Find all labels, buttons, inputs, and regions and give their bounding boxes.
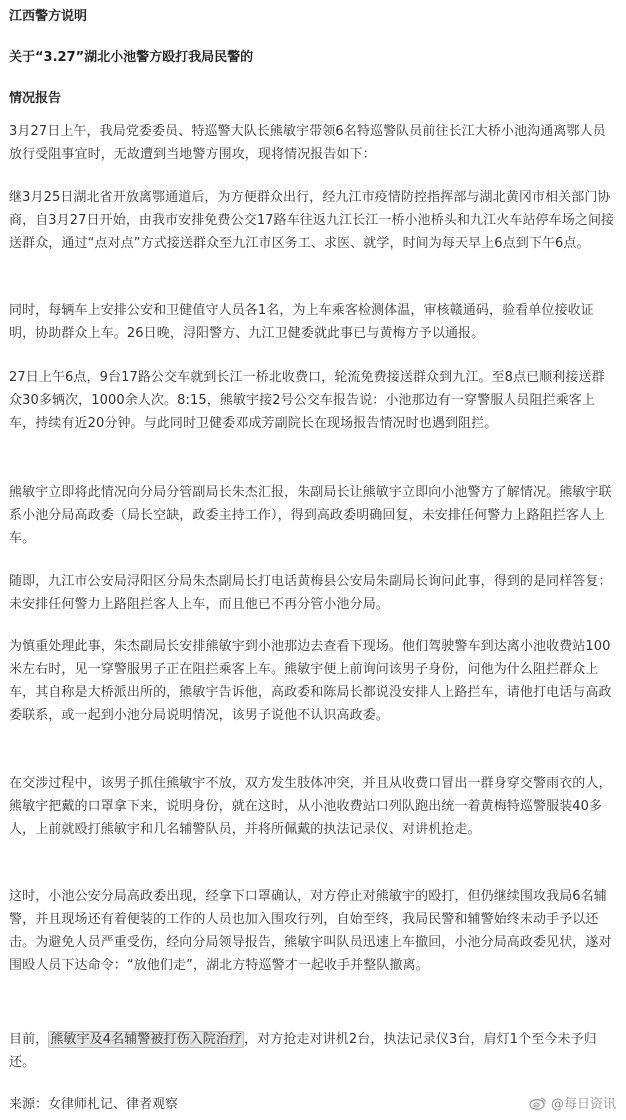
paragraph: 3月27日上午，我局党委委员、特巡警大队长熊敏宇带领6名特巡警队员前往长江大桥小池沟通离鄂人员放行受阻事宜时，无故遭到当地警方围攻，现将情况报告如下： bbox=[9, 124, 606, 162]
source-line: 来源：女律师札记、律者观察 bbox=[9, 1097, 179, 1112]
report-title: 关于“3.27”湖北小池警方殴打我局民警的 bbox=[9, 50, 254, 65]
final-paragraph bbox=[9, 1028, 615, 1074]
final-paragraph-prefix: 目前， bbox=[9, 1032, 49, 1047]
paragraph: 在交涉过程中，该男子抓住熊敏宇不放，双方发生肢体冲突，并且从收费口冒出一群身穿交警雨衣的人，熊敏宇把戴的口罩拿下来，说明身份，就在这时，从小池收费站口列队跑出统一着黄梅特巡警服装40多人，上前就殴打熊敏宇和几名辅警队员，并将所佩戴的执法记录仪、对讲机抢走。 bbox=[9, 776, 612, 837]
weibo-icon bbox=[529, 1096, 547, 1110]
source-org-heading: 江西警方说明 bbox=[9, 9, 88, 24]
paragraph: 为慎重处理此事，朱杰副局长安排熊敏宇到小池那边去查看下现场。他们驾驶警车到达离小池收费站100米左右时，见一穿警服男子正在阻拦乘客上车。熊敏宇便上前询问该男子身份，问他为什么阻拦群众上车，其自称是大桥派出所的，熊敏宇告诉他，高政委和陈局长都说没安排人上路拦车，请他打电话与高政委联系，或一起到小池分局说明情况，该男子说他不认识高政委。 bbox=[9, 639, 612, 723]
watermark-text: @每日资讯 bbox=[550, 1097, 616, 1112]
paragraph: 同时，每辆车上安排公安和卫健值守人员各1名，为上车乘客检测体温，审核赣通码，验看单位接收证明，协助群众上车。26日晚，浔阳警方、九江卫健委就此事已与黄梅方予以通报。 bbox=[9, 303, 594, 341]
watermark bbox=[529, 1093, 616, 1112]
paragraph: 熊敏宇立即将此情况向分局分管副局长朱杰汇报，朱副局长让熊敏宇立即向小池警方了解情况。熊敏宇联系小池分局高政委（局长空缺，政委主持工作），得到高政委明确回复，未安排任何警力上路阻拦客人上车。 bbox=[9, 485, 612, 546]
paragraph: 继3月25日湖北省开放离鄂通道后，为方便群众出行，经九江市疫情防控指挥部与湖北黄冈市相关部门协商，自3月27日开始，由我市安排免费公交17路车往返九江长江一桥小池桥头和九江火车站停车场之间接送群众，通过“点对点”方式接送群众至九江市区务工、求医、就学，时间为每天早上6点到下午6点。 bbox=[9, 190, 615, 251]
paragraph: 这时，小池公安分局高政委出现，经拿下口罩确认，对方停止对熊敏宇的殴打，但仍继续围攻我局6名辅警，并且现场还有着便装的工作的人员也加入围攻行列，自始至终，我局民警和辅警始终未动手予以还击。为避免人员严重受伤，经向分局领导报告，熊敏宇叫队员迅速上车撤回，小池分局高政委见状，遂对围殴人员下达命令：“放他们走”，湖北方特巡警才一起收手并整队撤离。 bbox=[9, 889, 612, 973]
final-paragraph-suffix: ，对方抢走对讲机2台，执法记录仪3台，肩灯1个至今未予归还。 bbox=[9, 1032, 597, 1070]
report-subtitle: 情况报告 bbox=[9, 91, 62, 106]
paragraph: 27日上午6点，9台17路公交车就到长江一桥北收费口，轮流免费接送群众到九江。至8点已顺利接送群众30多辆次，1000余人次。8:15，熊敏宇接2号公交车报告说：小池那边有一穿警服人员阻拦乘客上车，持续有近20分钟。与此同时卫健委邓成芳副院长在现场报告情况时也遇到阻拦。 bbox=[9, 370, 605, 431]
highlighted-text: 熊敏宇及4名辅警被打伤入院治疗 bbox=[50, 1032, 243, 1047]
paragraph: 随即，九江市公安局浔阳区分局朱杰副局长打电话黄梅县公安局朱副局长询问此事，得到的是同样答复：未安排任何警力上路阻拦客人上车，而且他已不再分管小池分局。 bbox=[9, 574, 612, 612]
